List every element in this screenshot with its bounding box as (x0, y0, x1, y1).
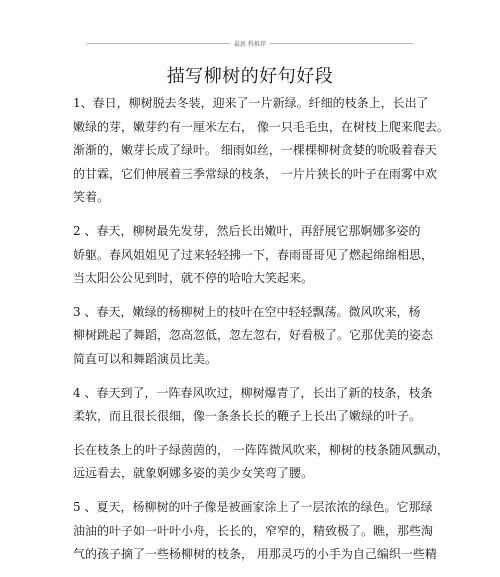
paragraph-line: 气的孩子摘了一些杨柳树的枝条， 用那灵巧的小手为自己编织一些精 (73, 547, 437, 562)
paragraph-line: 4 、春天到了，一阵春风吹过，柳树爆青了，长出了新的枝条，枝条 (73, 385, 433, 400)
paragraph-line: 的甘霖，它们伸展着三季常绿的枝条， 一片片狭长的叶子在雨雾中欢 (73, 166, 437, 181)
header-rule (87, 38, 413, 48)
paragraph-line: 1、春日，柳树脱去冬装，迎来了一片新绿。纤细的枝条上，长出了 (73, 96, 429, 110)
paragraph-1 (73, 92, 449, 210)
paragraph-6 (73, 496, 437, 567)
paragraph-line: 嫩绿的芽，嫩芽约有一厘米左右， 像一只毛毛虫，在树枝上爬来爬去。 (73, 119, 449, 134)
page-title: 描写柳树的好句好段 (166, 66, 334, 87)
paragraph-line: 笑着。 (73, 190, 110, 205)
header-rule-right-line (270, 43, 413, 44)
document-body (73, 92, 449, 577)
paragraph-line: 简直可以和舞蹈演员比美。 (73, 351, 218, 366)
paragraph-line: 长在枝条上的叶子绿茵茵的， 一阵阵微风吹来，柳树的枝条随风飘动， (73, 442, 449, 457)
paragraph-line: 5 、夏天，杨柳树的叶子像是被画家涂上了一层浓浓的绿色。它那绿 (73, 499, 433, 514)
paragraph-line: 2 、春天，柳树最先发芽，然后长出嫩叶，再舒展它那婀娜多姿的 (73, 223, 421, 238)
paragraph-line: 3 、春天，嫩绿的杨柳树上的枝叶在空中轻轻飘荡。微风吹来，杨 (73, 304, 421, 319)
paragraph-line: 远远看去，就象婀娜多姿的美少女笑弯了腰。 (73, 466, 314, 481)
paragraph-line: 柔软，而且很长很细，像一条条长长的鞭子上长出了嫩绿的叶子。 (73, 409, 422, 424)
paragraph-line: 当太阳公公见到时，就不停的哈哈大笑起来。 (73, 271, 314, 286)
paragraph-4 (73, 382, 431, 429)
paragraph-2 (73, 220, 434, 291)
header-label: 最新 科推荐 (234, 40, 266, 48)
paragraph-line: 娇躯。春风姐姐见了过来轻轻拂一下，春雨哥哥见了燃起绵绵相思， (73, 247, 434, 262)
paragraph-line: 柳树跳起了舞蹈，忽高忽低，忽左忽右，好看极了。它那优美的姿态 (73, 328, 434, 343)
paragraph-5 (73, 439, 449, 486)
paragraph-line: 渐渐的，嫩芽长成了绿叶。 细雨如丝，一棵棵柳树贪婪的吮吸着春天 (73, 143, 437, 158)
paragraph-line: 油油的叶子如一叶叶小舟，长长的，窄窄的，精致极了。瞧，那些淘 (73, 523, 434, 538)
paragraph-3 (73, 301, 434, 372)
header-rule-left-line (87, 43, 230, 44)
